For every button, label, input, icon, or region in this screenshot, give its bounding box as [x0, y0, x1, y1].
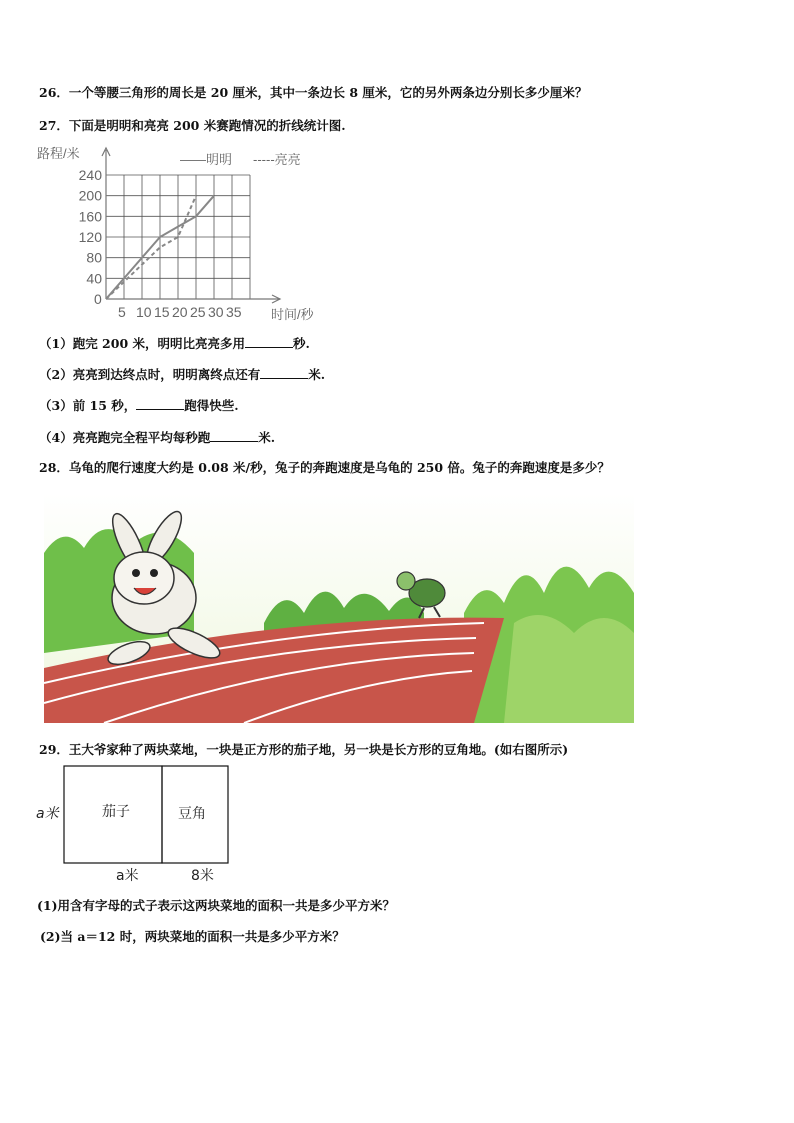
legend-liangliang: -----亮亮 [253, 152, 301, 167]
part3-prefix: （3）前 15 秒， [39, 398, 137, 413]
chart-axes [102, 148, 280, 303]
part4-suffix: 米. [258, 430, 276, 445]
question-29-part-1: (1)用含有字母的式子表示这两块菜地的面积一共是多少平方米？ [37, 898, 396, 913]
y-tick-label: 80 [86, 249, 102, 266]
question-29-part-2: (2)当 a＝12 时，两块菜地的面积一共是多少平方米？ [40, 929, 345, 944]
y-tick-label: 120 [78, 229, 102, 245]
part1-suffix: 秒. [293, 336, 310, 351]
vegetable-plot-diagram [36, 764, 246, 884]
line-chart [35, 142, 335, 327]
question-26: 26．一个等腰三角形的周长是 20 厘米，其中一条边长 8 厘米，它的另外两条边分别长多少厘米？ [39, 85, 588, 100]
x-tick-label: 10 [136, 304, 152, 320]
bean-label: 豆角 [178, 806, 206, 822]
answer-blank-2[interactable] [260, 366, 308, 379]
x-tick-label: 25 [190, 304, 206, 320]
question-27-part-1 [39, 334, 310, 352]
question-27: 27．下面是明明和亮亮 200 米赛跑情况的折线统计图. [39, 118, 346, 133]
x-axis-label: 时间/秒 [271, 307, 314, 322]
answer-blank-3[interactable] [136, 397, 184, 410]
y-tick-label: 40 [86, 270, 102, 287]
part2-prefix: （2）亮亮到达终点时，明明离终点还有 [39, 367, 261, 382]
y-tick-label: 200 [78, 187, 102, 204]
question-27-part-2 [39, 365, 325, 383]
x-tick-label: 35 [226, 304, 242, 320]
chart-grid [106, 175, 250, 299]
part4-prefix: （4）亮亮跑完全程平均每秒跑 [39, 430, 211, 445]
question-29: 29．王大爷家种了两块菜地，一块是正方形的茄子地，另一块是长方形的豆角地。(如右图所示) [39, 742, 569, 757]
eggplant-label: 茄子 [102, 804, 130, 820]
x-tick-label: 5 [118, 304, 126, 320]
y-axis-label: 路程/米 [37, 146, 80, 161]
x-tick-label: 15 [154, 304, 170, 320]
rabbit-tortoise-illustration [44, 493, 634, 723]
bottom-label-8: 8米 [191, 868, 214, 884]
x-tick-label: 30 [208, 304, 224, 320]
legend-mingming: ——明明 [180, 152, 233, 167]
question-27-part-3 [39, 396, 239, 414]
part3-suffix: 跑得快些. [184, 398, 239, 413]
x-tick-label: 20 [172, 304, 188, 320]
part2-suffix: 米. [308, 367, 326, 382]
bottom-label-a: a米 [116, 868, 139, 884]
answer-blank-4[interactable] [210, 429, 258, 442]
question-28: 28．乌龟的爬行速度大约是 0.08 米/秒，兔子的奔跑速度是乌龟的 250 倍。兔子的奔跑速度是多少？ [39, 460, 610, 475]
y-tick-label: 160 [78, 208, 102, 225]
part1-prefix: （1）跑完 200 米，明明比亮亮多用 [39, 336, 245, 351]
answer-blank-1[interactable] [245, 335, 293, 348]
side-length-label: a米 [36, 806, 59, 822]
origin-label: 0 [94, 291, 102, 307]
y-tick-label: 240 [78, 167, 102, 183]
question-27-part-4 [39, 428, 275, 446]
